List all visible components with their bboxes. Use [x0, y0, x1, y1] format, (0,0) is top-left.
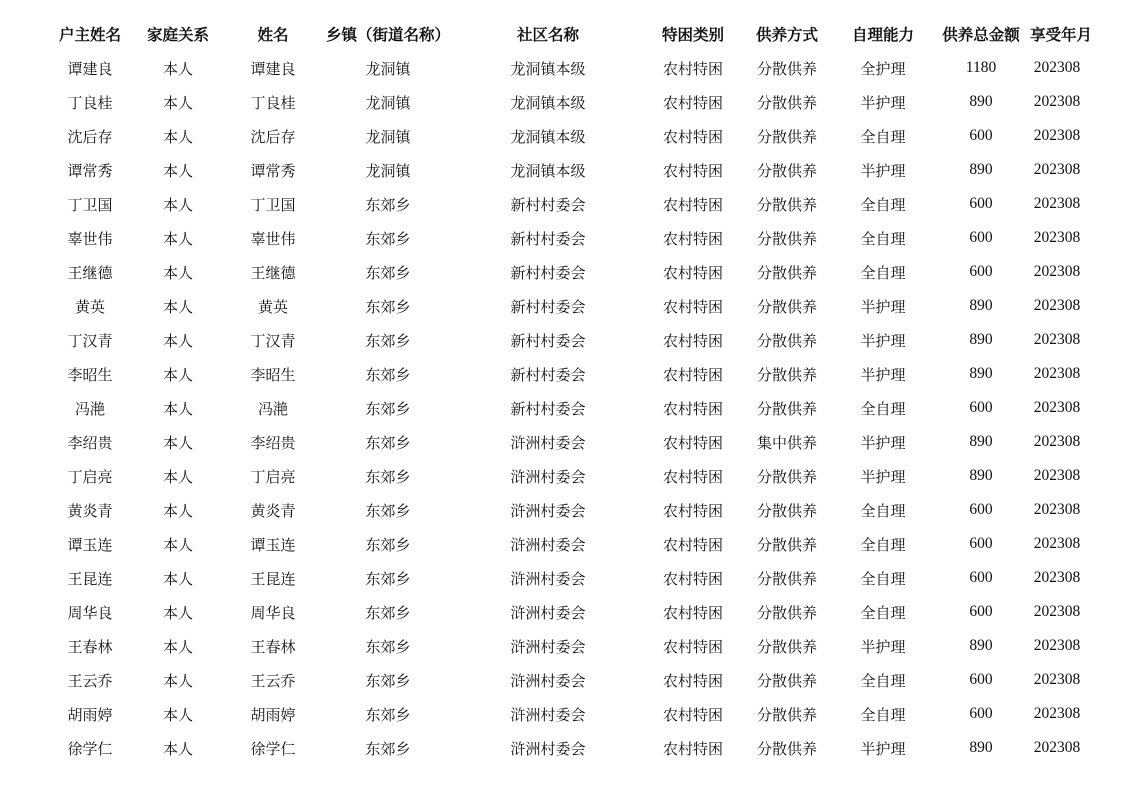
support-mode-cell: 分散供养 — [756, 59, 817, 78]
relation-cell: 本人 — [162, 161, 193, 180]
amount-cell: 890 — [969, 297, 993, 314]
town-cell: 龙洞镇 — [365, 127, 411, 146]
col-header-household-head: 户主姓名 — [58, 26, 121, 44]
self-care-cell: 全自理 — [860, 399, 906, 418]
relation-cell: 本人 — [162, 229, 193, 248]
relation-cell: 本人 — [162, 467, 193, 486]
table-row — [44, 493, 1084, 527]
household-head-cell: 丁汉青 — [67, 331, 113, 350]
town-cell: 东郊乡 — [365, 229, 411, 248]
table-row — [44, 221, 1084, 255]
household-head-cell: 丁启亮 — [67, 467, 113, 486]
name-cell: 李绍贵 — [250, 433, 296, 452]
month-cell: 202308 — [1033, 93, 1081, 110]
town-cell: 龙洞镇 — [365, 93, 411, 112]
relation-cell: 本人 — [162, 399, 193, 418]
self-care-cell: 全自理 — [860, 569, 906, 588]
name-cell: 周华良 — [250, 603, 296, 622]
town-cell: 东郊乡 — [365, 365, 411, 384]
name-cell: 丁启亮 — [250, 467, 296, 486]
relation-cell: 本人 — [162, 671, 193, 690]
self-care-cell: 半护理 — [860, 297, 906, 316]
community-cell: 浒洲村委会 — [510, 501, 586, 520]
support-mode-cell: 集中供养 — [756, 433, 817, 452]
month-cell: 202308 — [1033, 161, 1081, 178]
support-mode-cell: 分散供养 — [756, 671, 817, 690]
category-cell: 农村特困 — [662, 297, 723, 316]
month-cell: 202308 — [1033, 59, 1081, 76]
support-mode-cell: 分散供养 — [756, 569, 817, 588]
town-cell: 东郊乡 — [365, 535, 411, 554]
table-row — [44, 663, 1084, 697]
household-head-cell: 李昭生 — [67, 365, 113, 384]
table-row — [44, 289, 1084, 323]
name-cell: 李昭生 — [250, 365, 296, 384]
category-cell: 农村特困 — [662, 501, 723, 520]
table-row — [44, 119, 1084, 153]
category-cell: 农村特困 — [662, 399, 723, 418]
month-cell: 202308 — [1033, 739, 1081, 756]
table-row — [44, 595, 1084, 629]
support-mode-cell: 分散供养 — [756, 127, 817, 146]
town-cell: 龙洞镇 — [365, 59, 411, 78]
community-cell: 新村村委会 — [510, 195, 586, 214]
month-cell: 202308 — [1033, 569, 1081, 586]
town-cell: 东郊乡 — [365, 569, 411, 588]
month-cell: 202308 — [1033, 501, 1081, 518]
name-cell: 沈后存 — [250, 127, 296, 146]
town-cell: 东郊乡 — [365, 705, 411, 724]
amount-cell: 600 — [969, 263, 993, 280]
name-cell: 王继德 — [250, 263, 296, 282]
amount-cell: 890 — [969, 739, 993, 756]
household-head-cell: 周华良 — [67, 603, 113, 622]
month-cell: 202308 — [1033, 433, 1081, 450]
col-header-support-mode: 供养方式 — [755, 26, 818, 44]
category-cell: 农村特困 — [662, 195, 723, 214]
month-cell: 202308 — [1033, 195, 1081, 212]
category-cell: 农村特困 — [662, 229, 723, 248]
support-mode-cell: 分散供养 — [756, 705, 817, 724]
relation-cell: 本人 — [162, 739, 193, 758]
town-cell: 东郊乡 — [365, 739, 411, 758]
household-head-cell: 王春林 — [67, 637, 113, 656]
community-cell: 新村村委会 — [510, 229, 586, 248]
self-care-cell: 半护理 — [860, 467, 906, 486]
col-header-relation: 家庭关系 — [146, 26, 209, 44]
household-head-cell: 王云乔 — [67, 671, 113, 690]
category-cell: 农村特困 — [662, 705, 723, 724]
community-cell: 龙洞镇本级 — [510, 127, 586, 146]
month-cell: 202308 — [1033, 671, 1081, 688]
amount-cell: 600 — [969, 229, 993, 246]
table-row — [44, 629, 1084, 663]
support-mode-cell: 分散供养 — [756, 637, 817, 656]
name-cell: 王春林 — [250, 637, 296, 656]
relation-cell: 本人 — [162, 705, 193, 724]
name-cell: 王昆连 — [250, 569, 296, 588]
table-body — [44, 51, 1084, 765]
community-cell: 龙洞镇本级 — [510, 93, 586, 112]
community-cell: 新村村委会 — [510, 399, 586, 418]
amount-cell: 600 — [969, 671, 993, 688]
town-cell: 东郊乡 — [365, 603, 411, 622]
support-mode-cell: 分散供养 — [756, 365, 817, 384]
town-cell: 东郊乡 — [365, 637, 411, 656]
month-cell: 202308 — [1033, 297, 1081, 314]
table-row — [44, 85, 1084, 119]
category-cell: 农村特困 — [662, 93, 723, 112]
category-cell: 农村特困 — [662, 637, 723, 656]
self-care-cell: 全自理 — [860, 671, 906, 690]
relation-cell: 本人 — [162, 569, 193, 588]
support-mode-cell: 分散供养 — [756, 535, 817, 554]
amount-cell: 890 — [969, 161, 993, 178]
table-row — [44, 357, 1084, 391]
self-care-cell: 全自理 — [860, 229, 906, 248]
category-cell: 农村特困 — [662, 127, 723, 146]
household-head-cell: 王昆连 — [67, 569, 113, 588]
amount-cell: 600 — [969, 535, 993, 552]
name-cell: 黄炎青 — [250, 501, 296, 520]
category-cell: 农村特困 — [662, 331, 723, 350]
category-cell: 农村特困 — [662, 161, 723, 180]
community-cell: 浒洲村委会 — [510, 739, 586, 758]
self-care-cell: 半护理 — [860, 433, 906, 452]
amount-cell: 600 — [969, 195, 993, 212]
community-cell: 龙洞镇本级 — [510, 59, 586, 78]
table-row — [44, 561, 1084, 595]
table-row — [44, 323, 1084, 357]
community-cell: 新村村委会 — [510, 297, 586, 316]
month-cell: 202308 — [1033, 535, 1081, 552]
relation-cell: 本人 — [162, 297, 193, 316]
support-mode-cell: 分散供养 — [756, 331, 817, 350]
household-head-cell: 丁卫国 — [67, 195, 113, 214]
household-head-cell: 沈后存 — [67, 127, 113, 146]
support-mode-cell: 分散供养 — [756, 195, 817, 214]
town-cell: 龙洞镇 — [365, 161, 411, 180]
month-cell: 202308 — [1033, 331, 1081, 348]
amount-cell: 600 — [969, 399, 993, 416]
self-care-cell: 全自理 — [860, 705, 906, 724]
community-cell: 浒洲村委会 — [510, 705, 586, 724]
town-cell: 东郊乡 — [365, 297, 411, 316]
relation-cell: 本人 — [162, 365, 193, 384]
category-cell: 农村特困 — [662, 59, 723, 78]
community-cell: 浒洲村委会 — [510, 467, 586, 486]
month-cell: 202308 — [1033, 229, 1081, 246]
col-header-amount: 供养总金额 — [942, 26, 1020, 44]
household-head-cell: 王继德 — [67, 263, 113, 282]
col-header-category: 特困类别 — [661, 26, 724, 44]
self-care-cell: 半护理 — [860, 93, 906, 112]
household-head-cell: 胡雨婷 — [67, 705, 113, 724]
category-cell: 农村特困 — [662, 365, 723, 384]
town-cell: 东郊乡 — [365, 433, 411, 452]
support-mode-cell: 分散供养 — [756, 297, 817, 316]
amount-cell: 890 — [969, 365, 993, 382]
amount-cell: 890 — [969, 93, 993, 110]
town-cell: 东郊乡 — [365, 195, 411, 214]
amount-cell: 600 — [969, 127, 993, 144]
support-mode-cell: 分散供养 — [756, 501, 817, 520]
community-cell: 浒洲村委会 — [510, 637, 586, 656]
table-row — [44, 527, 1084, 561]
relation-cell: 本人 — [162, 331, 193, 350]
community-cell: 新村村委会 — [510, 331, 586, 350]
support-mode-cell: 分散供养 — [756, 739, 817, 758]
support-mode-cell: 分散供养 — [756, 467, 817, 486]
col-header-month: 享受年月 — [1030, 26, 1093, 44]
name-cell: 丁良桂 — [250, 93, 296, 112]
household-head-cell: 黄炎青 — [67, 501, 113, 520]
self-care-cell: 全自理 — [860, 603, 906, 622]
relation-cell: 本人 — [162, 535, 193, 554]
household-head-cell: 冯滟 — [74, 399, 105, 418]
self-care-cell: 全自理 — [860, 195, 906, 214]
relation-cell: 本人 — [162, 59, 193, 78]
amount-cell: 600 — [969, 705, 993, 722]
month-cell: 202308 — [1033, 603, 1081, 620]
col-header-community: 社区名称 — [516, 26, 579, 44]
support-mode-cell: 分散供养 — [756, 399, 817, 418]
self-care-cell: 半护理 — [860, 637, 906, 656]
name-cell: 谭常秀 — [250, 161, 296, 180]
name-cell: 谭建良 — [250, 59, 296, 78]
table-row — [44, 187, 1084, 221]
town-cell: 东郊乡 — [365, 671, 411, 690]
self-care-cell: 全自理 — [860, 535, 906, 554]
amount-cell: 890 — [969, 331, 993, 348]
self-care-cell: 半护理 — [860, 331, 906, 350]
relation-cell: 本人 — [162, 603, 193, 622]
community-cell: 浒洲村委会 — [510, 535, 586, 554]
amount-cell: 600 — [969, 603, 993, 620]
household-head-cell: 辜世伟 — [67, 229, 113, 248]
category-cell: 农村特困 — [662, 467, 723, 486]
month-cell: 202308 — [1033, 365, 1081, 382]
category-cell: 农村特困 — [662, 603, 723, 622]
table-row — [44, 459, 1084, 493]
support-mode-cell: 分散供养 — [756, 161, 817, 180]
support-mode-cell: 分散供养 — [756, 93, 817, 112]
self-care-cell: 全自理 — [860, 263, 906, 282]
name-cell: 冯滟 — [257, 399, 288, 418]
category-cell: 农村特困 — [662, 263, 723, 282]
category-cell: 农村特困 — [662, 433, 723, 452]
household-head-cell: 李绍贵 — [67, 433, 113, 452]
relation-cell: 本人 — [162, 263, 193, 282]
table-row — [44, 425, 1084, 459]
table-row — [44, 697, 1084, 731]
town-cell: 东郊乡 — [365, 501, 411, 520]
name-cell: 黄英 — [257, 297, 288, 316]
town-cell: 东郊乡 — [365, 399, 411, 418]
community-cell: 龙洞镇本级 — [510, 161, 586, 180]
household-head-cell: 徐学仁 — [67, 739, 113, 758]
header-row — [44, 17, 1084, 51]
document-sheet — [44, 17, 1093, 765]
month-cell: 202308 — [1033, 467, 1081, 484]
relation-cell: 本人 — [162, 93, 193, 112]
table-row — [44, 255, 1084, 289]
town-cell: 东郊乡 — [365, 263, 411, 282]
self-care-cell: 半护理 — [860, 161, 906, 180]
amount-cell: 890 — [969, 433, 993, 450]
support-mode-cell: 分散供养 — [756, 263, 817, 282]
household-head-cell: 谭建良 — [67, 59, 113, 78]
name-cell: 辜世伟 — [250, 229, 296, 248]
relation-cell: 本人 — [162, 433, 193, 452]
amount-cell: 890 — [969, 637, 993, 654]
community-cell: 浒洲村委会 — [510, 603, 586, 622]
self-care-cell: 全自理 — [860, 501, 906, 520]
table-row — [44, 51, 1084, 85]
relation-cell: 本人 — [162, 195, 193, 214]
relation-cell: 本人 — [162, 127, 193, 146]
table-row — [44, 153, 1084, 187]
col-header-name: 姓名 — [257, 26, 289, 44]
name-cell: 丁汉青 — [250, 331, 296, 350]
month-cell: 202308 — [1033, 127, 1081, 144]
table-row — [44, 391, 1084, 425]
household-head-cell: 丁良桂 — [67, 93, 113, 112]
community-cell: 浒洲村委会 — [510, 433, 586, 452]
name-cell: 王云乔 — [250, 671, 296, 690]
month-cell: 202308 — [1033, 399, 1081, 416]
community-cell: 新村村委会 — [510, 263, 586, 282]
town-cell: 东郊乡 — [365, 467, 411, 486]
month-cell: 202308 — [1033, 263, 1081, 280]
relation-cell: 本人 — [162, 501, 193, 520]
support-mode-cell: 分散供养 — [756, 603, 817, 622]
self-care-cell: 半护理 — [860, 365, 906, 384]
community-cell: 浒洲村委会 — [510, 671, 586, 690]
category-cell: 农村特困 — [662, 739, 723, 758]
household-head-cell: 黄英 — [74, 297, 105, 316]
self-care-cell: 全自理 — [860, 127, 906, 146]
community-cell: 新村村委会 — [510, 365, 586, 384]
category-cell: 农村特困 — [662, 535, 723, 554]
support-recipients-table — [44, 17, 1093, 765]
self-care-cell: 半护理 — [860, 739, 906, 758]
name-cell: 谭玉连 — [250, 535, 296, 554]
support-mode-cell: 分散供养 — [756, 229, 817, 248]
month-cell: 202308 — [1033, 705, 1081, 722]
amount-cell: 600 — [969, 569, 993, 586]
town-cell: 东郊乡 — [365, 331, 411, 350]
category-cell: 农村特困 — [662, 569, 723, 588]
col-header-self-care: 自理能力 — [851, 26, 914, 44]
community-cell: 浒洲村委会 — [510, 569, 586, 588]
category-cell: 农村特困 — [662, 671, 723, 690]
amount-cell: 890 — [969, 467, 993, 484]
relation-cell: 本人 — [162, 637, 193, 656]
table-row — [44, 731, 1084, 765]
amount-cell: 600 — [969, 501, 993, 518]
household-head-cell: 谭常秀 — [67, 161, 113, 180]
col-header-town: 乡镇（街道名称） — [326, 26, 450, 44]
name-cell: 胡雨婷 — [250, 705, 296, 724]
name-cell: 丁卫国 — [250, 195, 296, 214]
self-care-cell: 全护理 — [860, 59, 906, 78]
household-head-cell: 谭玉连 — [67, 535, 113, 554]
amount-cell: 1180 — [965, 59, 997, 76]
name-cell: 徐学仁 — [250, 739, 296, 758]
month-cell: 202308 — [1033, 637, 1081, 654]
